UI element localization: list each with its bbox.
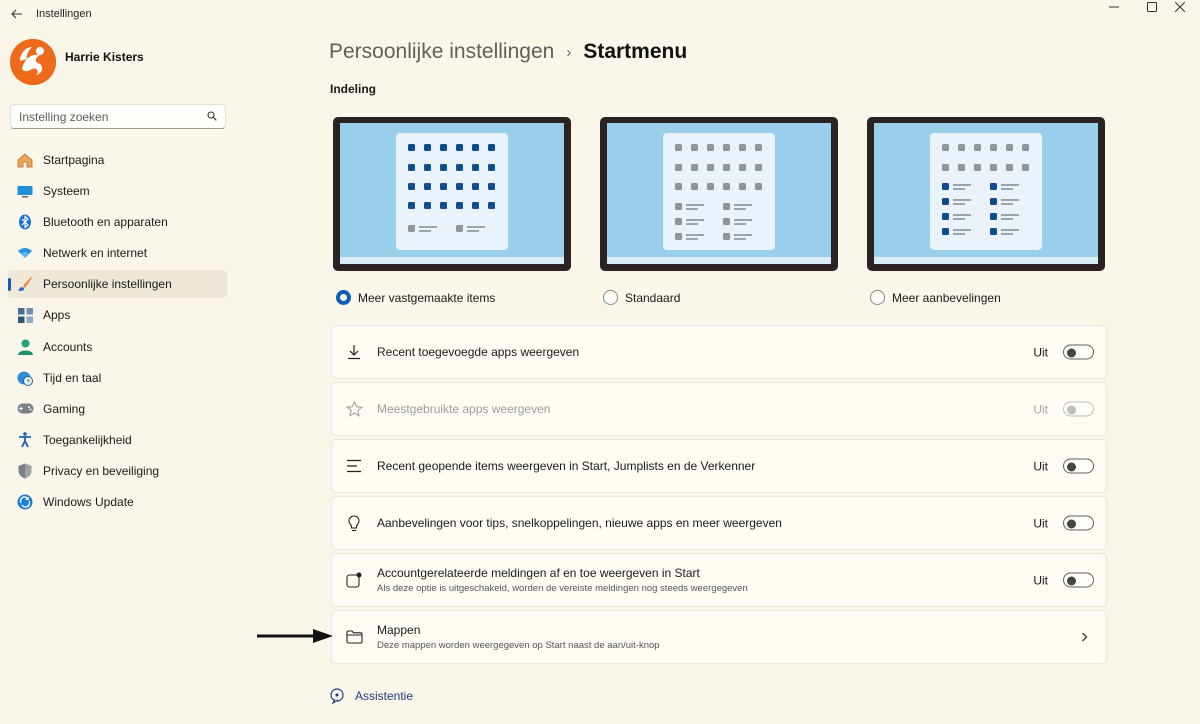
preview-tile [942, 144, 949, 151]
preview-tile [942, 164, 949, 171]
toggle-switch[interactable] [1063, 573, 1094, 588]
preview-tile [456, 183, 463, 190]
layout-option-more-pins[interactable] [336, 290, 495, 305]
monitor-icon [16, 182, 34, 200]
toggle-control [1033, 345, 1094, 360]
preview-tile [472, 202, 479, 209]
sidebar-item-label: Netwerk en internet [43, 246, 148, 261]
back-arrow-icon [11, 9, 23, 19]
preview-text-line [734, 238, 746, 240]
sidebar-item-gaming[interactable] [8, 395, 227, 423]
person-icon [16, 338, 34, 356]
toggle-knob [1067, 348, 1076, 357]
preview-tile [723, 144, 730, 151]
update-icon [16, 493, 34, 511]
gamepad-icon [16, 400, 34, 418]
preview-tile [723, 218, 730, 225]
folder-icon [344, 627, 364, 647]
preview-tile [488, 164, 495, 171]
settings-search[interactable] [10, 104, 226, 129]
sidebar-item-toegankelijkheid[interactable] [8, 426, 227, 454]
preview-text-line [734, 223, 746, 225]
preview-text-line [953, 203, 965, 205]
toggle-state-label: Uit [1033, 573, 1048, 587]
setting-description: Als deze optie is uitgeschakeld, worden de vereiste meldingen nog steeds weergegeven [377, 583, 748, 594]
preview-tile [1022, 144, 1029, 151]
preview-tile [739, 144, 746, 151]
preview-tile [424, 183, 431, 190]
toggle-control [1033, 459, 1094, 474]
preview-tile [990, 198, 997, 205]
preview-text-line [686, 238, 698, 240]
toggle-state-label: Uit [1033, 516, 1048, 530]
setting-title: Aanbevelingen voor tips, snelkoppelingen, nieuwe apps en meer weergeven [377, 516, 782, 530]
preview-tile [675, 164, 682, 171]
back-button[interactable] [8, 5, 26, 23]
setting-text [377, 345, 579, 359]
setting-text [377, 623, 660, 651]
preview-tile [472, 164, 479, 171]
radio-label: Meer vastgemaakte items [358, 290, 496, 305]
sidebar-item-label: Startpagina [43, 153, 105, 167]
preview-tile [1006, 164, 1013, 171]
preview-text-line [953, 214, 971, 216]
layout-preview-more-recommendations[interactable] [867, 117, 1105, 271]
preview-tile [990, 183, 997, 190]
preview-text-line [686, 234, 704, 236]
setting-recommendations[interactable] [331, 496, 1107, 550]
minimize-icon [1109, 6, 1119, 8]
preview-tile [440, 164, 447, 171]
search-icon[interactable] [207, 111, 217, 121]
preview-text-line [1001, 214, 1019, 216]
sidebar-item-label: Gaming [43, 401, 86, 416]
user-name: Harrie Kisters [65, 50, 144, 64]
sidebar-item-startpagina[interactable] [8, 146, 227, 174]
preview-text-line [1001, 188, 1013, 190]
home-icon [16, 151, 34, 169]
wifi-icon [16, 244, 34, 262]
sidebar-item-tijd-en-taal[interactable] [8, 364, 227, 392]
preview-tile [440, 202, 447, 209]
sidebar-item-label: Toegankelijkheid [43, 432, 132, 447]
preview-tile [755, 144, 762, 151]
toggle-switch[interactable] [1063, 345, 1094, 360]
preview-text-line [686, 204, 704, 206]
preview-tile [456, 202, 463, 209]
preview-tile [675, 233, 682, 240]
preview-text-line [734, 234, 752, 236]
bluetooth-icon [16, 213, 34, 231]
preview-tile [990, 213, 997, 220]
help-link-label: Assistentie [355, 689, 414, 703]
preview-text-line [1001, 203, 1013, 205]
preview-text-line [953, 184, 971, 186]
start-menu-preview [663, 133, 775, 250]
setting-folders[interactable] [331, 610, 1107, 664]
sidebar-item-persoonlijke-instellingen[interactable] [8, 270, 227, 298]
preview-tile [755, 164, 762, 171]
preview-tile [974, 144, 981, 151]
breadcrumb-separator: › [566, 43, 572, 61]
preview-text-line [1001, 218, 1013, 220]
apps-icon [16, 306, 34, 324]
toggle-knob [1067, 519, 1076, 528]
preview-text-line [734, 208, 746, 210]
toggle-switch [1063, 402, 1094, 417]
title-bar [0, 0, 1200, 28]
preview-tile [408, 144, 415, 151]
setting-account-notifications[interactable] [331, 553, 1107, 607]
close-button[interactable] [1160, 0, 1200, 14]
layout-preview-default[interactable] [600, 117, 838, 271]
app-title: Instellingen [36, 8, 92, 20]
preview-tile [1006, 144, 1013, 151]
preview-tile [440, 144, 447, 151]
setting-title: Mappen [377, 623, 421, 637]
radio-button[interactable] [603, 290, 618, 305]
preview-tile [723, 164, 730, 171]
preview-tile [488, 202, 495, 209]
toggle-switch[interactable] [1063, 516, 1094, 531]
preview-tile [675, 203, 682, 210]
preview-tile [739, 183, 746, 190]
shield-icon [16, 462, 34, 480]
preview-tile [691, 164, 698, 171]
layout-option-more-recommendations[interactable] [870, 290, 1001, 305]
preview-text-line [734, 219, 752, 221]
preview-tile [488, 144, 495, 151]
avatar-logo-icon [10, 39, 56, 85]
minimize-button[interactable] [1094, 0, 1134, 14]
sidebar-item-systeem[interactable] [8, 177, 227, 205]
preview-tile [456, 164, 463, 171]
layout-preview-screen [607, 123, 831, 264]
preview-text-line [419, 226, 437, 228]
preview-text-line [953, 218, 965, 220]
preview-tile [707, 183, 714, 190]
sidebar-item-label: Tijd en taal [43, 370, 102, 385]
setting-text [377, 566, 748, 594]
preview-tile [472, 183, 479, 190]
sidebar-item-netwerk[interactable] [8, 239, 227, 267]
sidebar-item-windows-update[interactable] [8, 488, 227, 516]
preview-text-line [953, 233, 965, 235]
preview-text-line [686, 208, 698, 210]
toggle-state-label: Uit [1033, 402, 1048, 416]
preview-tile [942, 198, 949, 205]
star-icon [344, 399, 364, 419]
layout-preview-screen [874, 123, 1098, 264]
preview-text-line [1001, 233, 1013, 235]
preview-tile [408, 225, 415, 232]
sidebar-item-label: Windows Update [43, 495, 134, 510]
start-menu-preview [396, 133, 508, 250]
layout-section-title: Indeling [330, 82, 376, 96]
help-link[interactable] [330, 688, 413, 704]
toggle-knob [1067, 462, 1076, 471]
preview-tile [723, 203, 730, 210]
preview-tile [990, 144, 997, 151]
accessibility-icon [16, 431, 34, 449]
preview-text-line [467, 230, 479, 232]
preview-tile [456, 144, 463, 151]
sidebar-item-label: Bluetooth en apparaten [43, 215, 168, 230]
annotation-arrow-icon [257, 628, 333, 646]
setting-title: Recent geopende items weergeven in Start, Jumplists en de Verkenner [377, 459, 756, 473]
sidebar-item-label: Privacy en beveiliging [43, 463, 160, 478]
brush-icon [16, 275, 34, 293]
setting-text [377, 459, 755, 473]
preview-tile [990, 228, 997, 235]
preview-tile [424, 164, 431, 171]
preview-tile [739, 164, 746, 171]
preview-tile [488, 183, 495, 190]
radio-label: Standaard [625, 290, 681, 305]
preview-text-line [1001, 229, 1019, 231]
preview-tile [440, 183, 447, 190]
preview-tile [942, 183, 949, 190]
preview-tile [755, 183, 762, 190]
preview-tile [958, 164, 965, 171]
search-input[interactable] [11, 105, 191, 128]
avatar [10, 39, 56, 85]
toggle-control [1033, 516, 1094, 531]
preview-text-line [1001, 184, 1019, 186]
close-icon [1175, 2, 1185, 12]
preview-tile [408, 164, 415, 171]
setting-most-used-apps [331, 382, 1107, 436]
list-icon [344, 456, 364, 476]
preview-text-line [467, 226, 485, 228]
setting-title: Recent toegevoegde apps weergeven [377, 345, 580, 359]
toggle-knob [1067, 405, 1076, 414]
globe-clock-icon [16, 369, 34, 387]
toggle-switch[interactable] [1063, 459, 1094, 474]
start-menu-preview [930, 133, 1042, 250]
preview-tile [472, 144, 479, 151]
preview-tile [456, 225, 463, 232]
setting-description: Deze mappen worden weergegeven op Start naast de aan/uit-knop [377, 640, 660, 651]
setting-recent-items[interactable] [331, 439, 1107, 493]
preview-text-line [419, 230, 431, 232]
preview-text-line [686, 223, 698, 225]
layout-preview-screen [340, 123, 564, 264]
preview-tile [1022, 164, 1029, 171]
preview-tile [723, 233, 730, 240]
preview-text-line [1001, 199, 1019, 201]
preview-text-line [734, 204, 752, 206]
setting-recent-apps[interactable] [331, 325, 1107, 379]
layout-preview-more-pins[interactable] [333, 117, 571, 271]
notification-icon [344, 570, 364, 590]
preview-tile [707, 144, 714, 151]
toggle-state-label: Uit [1033, 345, 1048, 359]
preview-tile [675, 183, 682, 190]
preview-tile [990, 164, 997, 171]
preview-tile [691, 144, 698, 151]
preview-tile [958, 144, 965, 151]
help-chat-icon [330, 688, 346, 704]
preview-tile [691, 183, 698, 190]
preview-tile [675, 218, 682, 225]
preview-tile [408, 202, 415, 209]
setting-text [377, 516, 782, 530]
sidebar-item-label: Systeem [43, 184, 90, 199]
preview-tile [675, 144, 682, 151]
toggle-control [1033, 402, 1094, 417]
preview-tile [424, 202, 431, 209]
chevron-right-icon [1081, 632, 1088, 642]
preview-tile [408, 183, 415, 190]
sidebar-nav [8, 146, 227, 519]
toggle-knob [1067, 576, 1076, 585]
page-title: Startmenu [583, 40, 688, 63]
download-icon [344, 342, 364, 362]
sidebar-item-label: Apps [43, 308, 71, 323]
setting-text [377, 402, 550, 416]
sidebar-item-label: Accounts [43, 339, 93, 354]
radio-button-checked[interactable] [336, 290, 351, 305]
preview-text-line [953, 188, 965, 190]
radio-label: Meer aanbevelingen [892, 290, 1001, 305]
sidebar-item-accounts[interactable] [8, 333, 227, 361]
sidebar-item-privacy[interactable] [8, 457, 227, 485]
preview-tile [723, 183, 730, 190]
sidebar-item-label: Persoonlijke instellingen [43, 277, 172, 292]
maximize-icon [1147, 2, 1157, 12]
breadcrumb [329, 40, 687, 64]
preview-text-line [686, 219, 704, 221]
lightbulb-icon [344, 513, 364, 533]
sidebar-item-apps[interactable] [8, 301, 227, 329]
radio-button[interactable] [870, 290, 885, 305]
preview-tile [942, 213, 949, 220]
preview-tile [942, 228, 949, 235]
preview-tile [974, 164, 981, 171]
preview-text-line [953, 199, 971, 201]
layout-option-default[interactable] [603, 290, 680, 305]
breadcrumb-parent[interactable]: Persoonlijke instellingen [329, 40, 555, 63]
setting-title: Meestgebruikte apps weergeven [377, 402, 551, 416]
setting-title: Accountgerelateerde meldingen af en toe weergeven in Start [377, 566, 700, 580]
sidebar-item-bluetooth[interactable] [8, 208, 227, 236]
user-profile[interactable] [10, 38, 144, 86]
toggle-control [1033, 573, 1094, 588]
preview-tile [424, 144, 431, 151]
toggle-state-label: Uit [1033, 459, 1048, 473]
preview-text-line [953, 229, 971, 231]
preview-tile [707, 164, 714, 171]
